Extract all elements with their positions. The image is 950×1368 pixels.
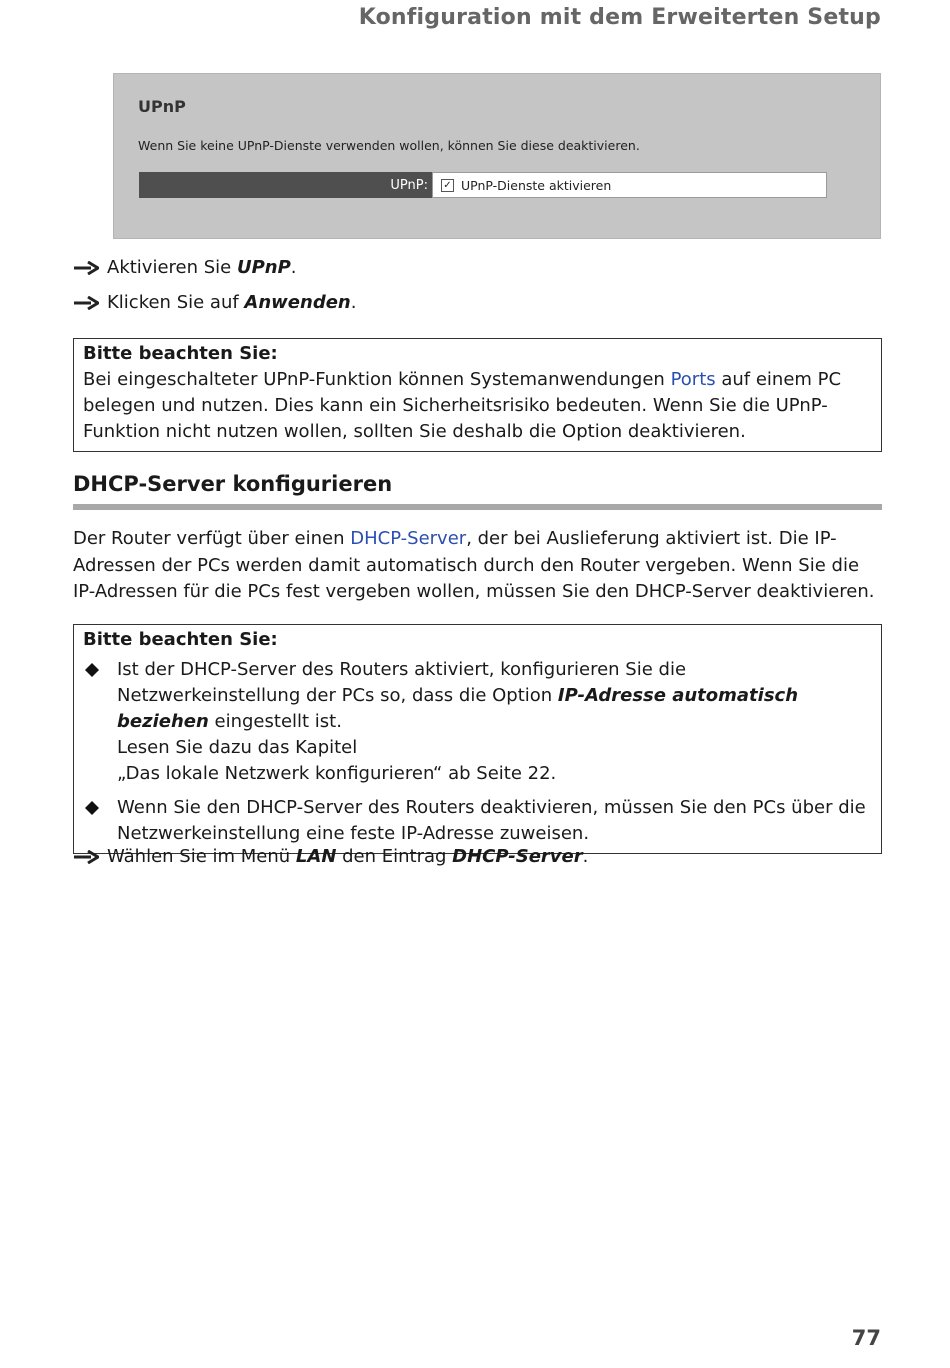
section-divider [73, 504, 882, 510]
upnp-screenshot-panel [113, 73, 881, 239]
section-title: DHCP-Server konfigurieren [73, 472, 393, 496]
note-box-upnp [73, 338, 882, 452]
step-text: Aktivieren Sie UPnP. [107, 257, 297, 278]
running-header: Konfiguration mit dem Erweiterten Setup [358, 5, 881, 30]
upnp-setting-row [139, 172, 827, 198]
panel-description: Wenn Sie keine UPnP-Dienste verwenden wollen, können Sie diese deaktivieren. [138, 138, 640, 153]
upnp-checkbox[interactable]: ✓ [441, 179, 454, 192]
diamond-bullet-icon [85, 663, 99, 677]
diamond-bullet-icon [85, 801, 99, 815]
note-text: Bei eingeschalteter UPnP-Funktion können Systemanwendungen Ports auf einem PC belegen und nutzen. Dies kann ein Sicherheitsrisiko bedeuten. Wenn Sie die UPnP-Funktion nicht nutzen wollen, sollten Sie deshalb die Option deaktivieren. [83, 369, 842, 442]
upnp-row-value [432, 172, 827, 198]
upnp-checkbox-label[interactable]: UPnP-Dienste aktivieren [461, 177, 612, 193]
arrow-icon [73, 296, 99, 310]
note-title: Bitte beachten Sie: [83, 629, 278, 650]
list-item: Ist der DHCP-Server des Routers aktiviert, konfigurieren Sie die Netzwerkeinstellung der PCs so, dass die Option IP-Adresse automatisch beziehen eingestellt ist. Lesen Sie dazu das Kapitel „Das lokale Netzwerk konfigurieren“ ab Seite 22. [83, 657, 869, 787]
panel-title: UPnP [138, 97, 186, 116]
note-title: Bitte beachten Sie: [83, 343, 278, 364]
arrow-icon [73, 261, 99, 275]
dhcp-paragraph: Der Router verfügt über einen DHCP-Server, der bei Auslieferung aktiviert ist. Die IP-Adressen der PCs werden damit automatisch durch den Router vergeben. Wenn Sie die IP-Adressen für die PCs fest vergeben wollen, müssen Sie den DHCP-Server deaktivieren. [73, 528, 875, 602]
ports-link[interactable]: Ports [670, 369, 716, 390]
step-click-apply [73, 292, 356, 313]
step-activate-upnp [73, 257, 297, 278]
dhcp-server-link[interactable]: DHCP-Server [350, 528, 467, 549]
arrow-icon [73, 850, 99, 864]
step-text: Wählen Sie im Menü LAN den Eintrag DHCP-Server. [107, 846, 589, 867]
step-select-dhcp [73, 846, 588, 867]
page-number: 77 [851, 1326, 881, 1350]
list-item: Wenn Sie den DHCP-Server des Routers deaktivieren, müssen Sie den PCs über die Netzwerkeinstellung eine feste IP-Adresse zuweisen. [83, 795, 869, 847]
step-text: Klicken Sie auf Anwenden. [107, 292, 357, 313]
upnp-row-label: UPnP: [139, 172, 432, 198]
note-box-dhcp [73, 624, 882, 854]
